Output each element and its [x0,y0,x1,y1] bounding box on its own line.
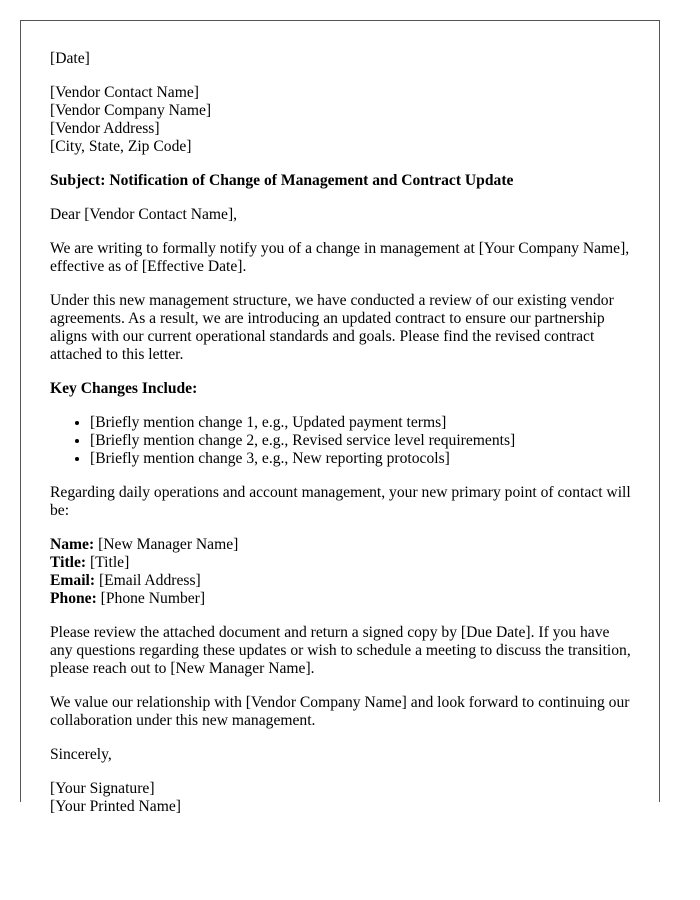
contact-name-value: [New Manager Name] [94,536,239,553]
contact-intro-paragraph: Regarding daily operations and account management, your new primary point of contact will be: [50,484,631,519]
review-paragraph: Under this new management structure, we have conducted a review of our existing vendor agreements. As a result, we are introducing an updated contract to ensure our partnership aligns with our current operational standards and goals. Please find the revised contract attached to this letter. [50,292,614,363]
intro-paragraph: We are writing to formally notify you of a change in management at [Your Company Name], effective as of [Effective Date]. [50,240,630,275]
recipient-company-name: [Vendor Company Name] [50,102,212,119]
printed-name-placeholder: [Your Printed Name] [50,798,181,815]
contact-email-value: [Email Address] [95,572,201,589]
key-change-item: • [Briefly mention change 1, e.g., Updated payment terms] [90,414,635,432]
contact-name-label: Name: [50,536,95,553]
request-paragraph: Please review the attached document and return a signed copy by [Due Date]. If you have any questions regarding these updates or wish to schedule a meeting to discuss the transition, please reach out to [New Manager Name]. [50,624,631,677]
contact-title-value: [Title] [86,554,130,571]
letter-date: [Date] [50,50,90,67]
valediction: Sincerely, [50,746,112,763]
contact-title-row [50,554,635,572]
key-changes-heading: Key Changes Include: [50,380,198,397]
recipient-city-state-zip: [City, State, Zip Code] [50,138,192,155]
contact-phone-value: [Phone Number] [96,590,206,607]
key-changes-list [50,414,635,468]
contact-name-row [50,536,635,554]
contact-phone-row [50,590,635,608]
key-change-item: • [Briefly mention change 2, e.g., Revised service level requirements] [90,432,635,450]
contact-details-block [50,536,635,608]
key-change-item: • [Briefly mention change 3, e.g., New reporting protocols] [90,450,635,468]
contact-title-label: Title: [50,554,87,571]
signature-block [50,780,635,816]
salutation: Dear [Vendor Contact Name], [50,206,238,223]
closing-paragraph: We value our relationship with [Vendor Company Name] and look forward to continuing our collaboration under this new management. [50,694,630,729]
recipient-contact-name: [Vendor Contact Name] [50,84,199,101]
contact-email-row [50,572,635,590]
letter-content [50,50,635,832]
contact-email-label: Email: [50,572,96,589]
letter-subject: Subject: Notification of Change of Management and Contract Update [50,172,514,189]
recipient-address-block [50,84,635,156]
recipient-address: [Vendor Address] [50,120,160,137]
contact-phone-label: Phone: [50,590,97,607]
letter-page [20,20,660,815]
signature-placeholder: [Your Signature] [50,780,155,797]
